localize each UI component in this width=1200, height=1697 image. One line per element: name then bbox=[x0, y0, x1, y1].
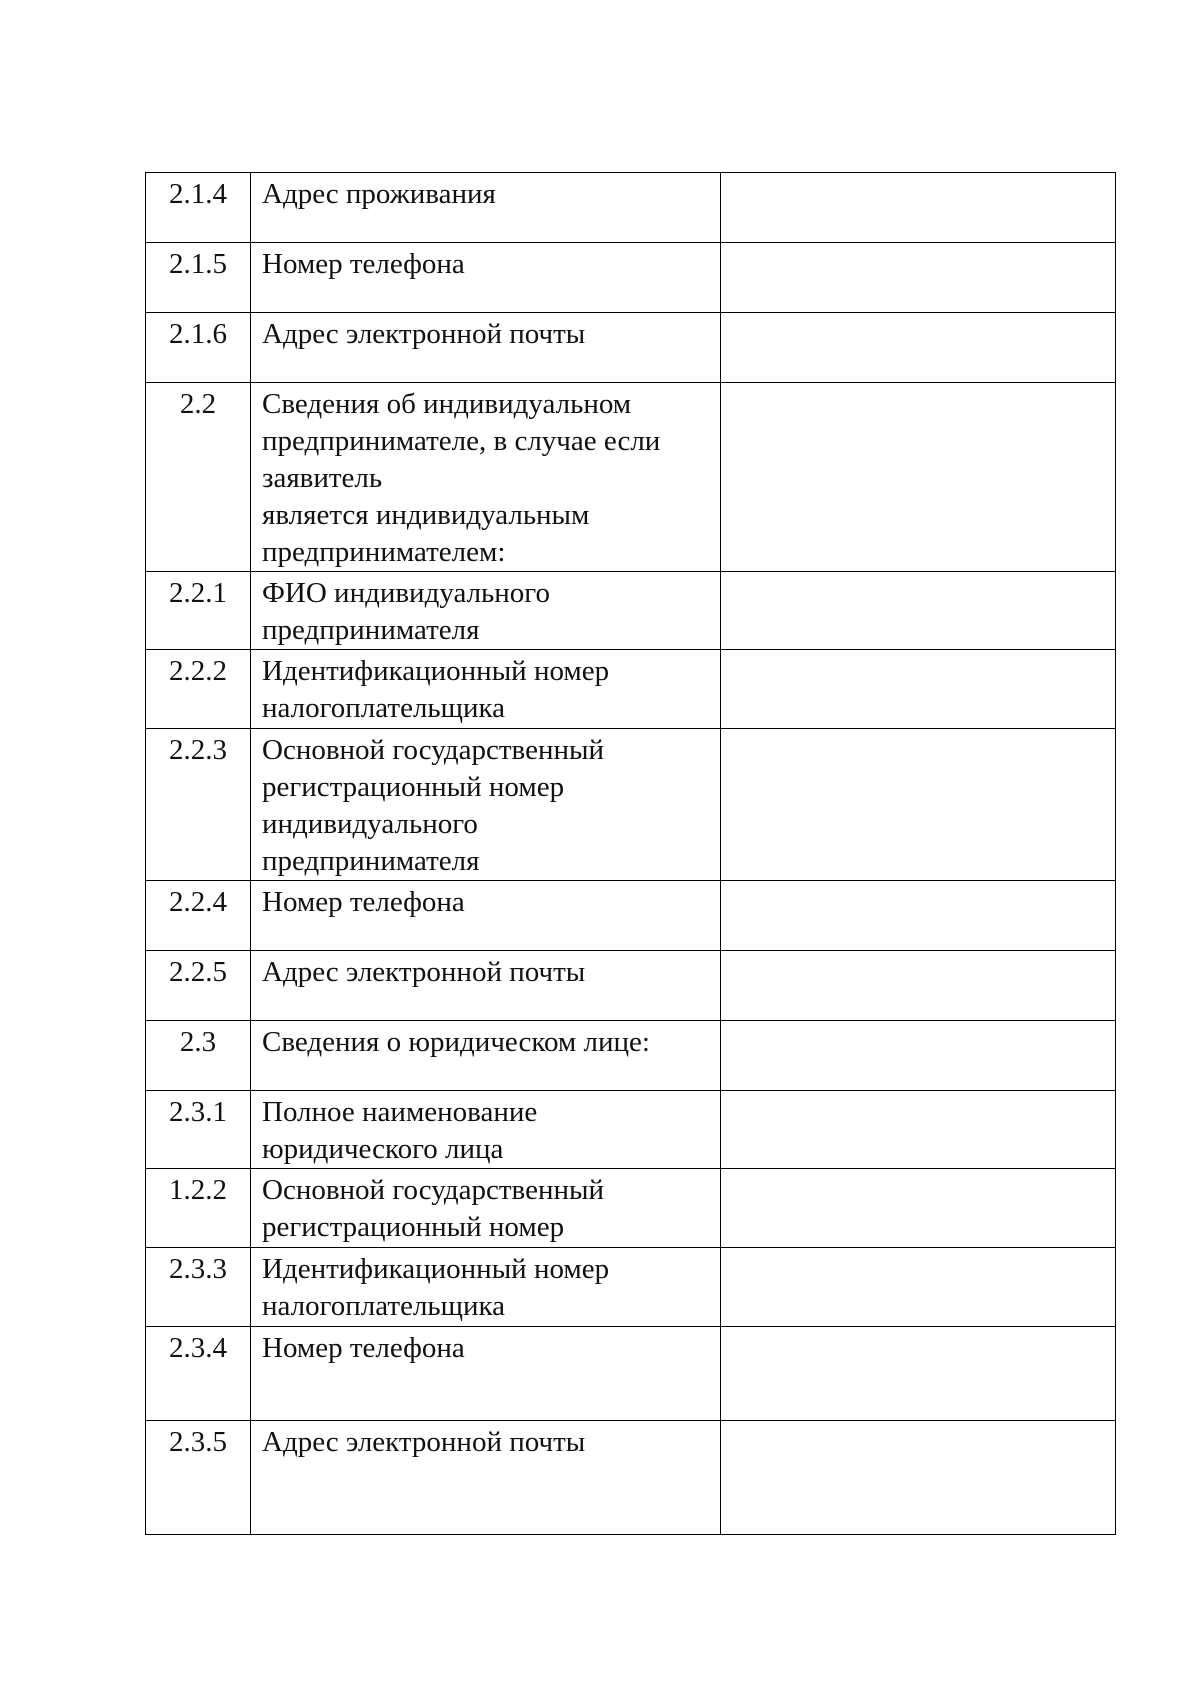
row-label: ФИО индивидуального предпринимателя bbox=[251, 572, 721, 650]
table-row bbox=[146, 243, 1116, 313]
row-number: 2.2.4 bbox=[146, 881, 251, 951]
row-number: 2.1.5 bbox=[146, 243, 251, 313]
table-row bbox=[146, 173, 1116, 243]
row-number: 2.3.1 bbox=[146, 1091, 251, 1169]
table-row bbox=[146, 1169, 1116, 1248]
row-value-cell[interactable] bbox=[721, 650, 1116, 729]
table-row bbox=[146, 1091, 1116, 1169]
row-label: Номер телефона bbox=[251, 243, 721, 313]
row-label: Адрес электронной почты bbox=[251, 313, 721, 383]
table-body bbox=[146, 173, 1116, 1535]
row-label: Номер телефона bbox=[251, 881, 721, 951]
row-label: Сведения об индивидуальном предпринимателе, в случае если заявитель является индивидуальным предпринимателем: bbox=[251, 383, 721, 572]
row-value-cell[interactable] bbox=[721, 1421, 1116, 1535]
table-row bbox=[146, 1421, 1116, 1535]
row-value-cell[interactable] bbox=[721, 572, 1116, 650]
row-label: Адрес электронной почты bbox=[251, 1421, 721, 1535]
row-label: Основной государственный регистрационный номер bbox=[251, 1169, 721, 1248]
table-row bbox=[146, 313, 1116, 383]
row-number: 1.2.2 bbox=[146, 1169, 251, 1248]
row-value-cell[interactable] bbox=[721, 1021, 1116, 1091]
row-number: 2.2.2 bbox=[146, 650, 251, 729]
row-label: Адрес электронной почты bbox=[251, 951, 721, 1021]
row-value-cell[interactable] bbox=[721, 313, 1116, 383]
row-value-cell[interactable] bbox=[721, 173, 1116, 243]
row-value-cell[interactable] bbox=[721, 243, 1116, 313]
row-number: 2.1.4 bbox=[146, 173, 251, 243]
row-value-cell[interactable] bbox=[721, 951, 1116, 1021]
row-number: 2.3.4 bbox=[146, 1327, 251, 1421]
table-row bbox=[146, 1021, 1116, 1091]
table-row bbox=[146, 951, 1116, 1021]
row-label: Адрес проживания bbox=[251, 173, 721, 243]
row-label: Идентификационный номер налогоплательщика bbox=[251, 1248, 721, 1327]
row-number: 2.2.5 bbox=[146, 951, 251, 1021]
table-row bbox=[146, 1327, 1116, 1421]
table-row bbox=[146, 1248, 1116, 1327]
row-value-cell[interactable] bbox=[721, 729, 1116, 881]
table-row bbox=[146, 572, 1116, 650]
row-label: Номер телефона bbox=[251, 1327, 721, 1421]
row-label: Полное наименование юридического лица bbox=[251, 1091, 721, 1169]
applicant-info-table bbox=[145, 172, 1116, 1535]
row-value-cell[interactable] bbox=[721, 383, 1116, 572]
row-number: 2.1.6 bbox=[146, 313, 251, 383]
row-value-cell[interactable] bbox=[721, 1248, 1116, 1327]
table-row bbox=[146, 729, 1116, 881]
row-number: 2.3.5 bbox=[146, 1421, 251, 1535]
row-value-cell[interactable] bbox=[721, 881, 1116, 951]
table-row bbox=[146, 383, 1116, 572]
row-number: 2.3.3 bbox=[146, 1248, 251, 1327]
row-label: Сведения о юридическом лице: bbox=[251, 1021, 721, 1091]
row-number: 2.2.1 bbox=[146, 572, 251, 650]
row-label: Основной государственный регистрационный номер индивидуального предпринимателя bbox=[251, 729, 721, 881]
row-number: 2.2.3 bbox=[146, 729, 251, 881]
row-value-cell[interactable] bbox=[721, 1327, 1116, 1421]
row-value-cell[interactable] bbox=[721, 1169, 1116, 1248]
row-value-cell[interactable] bbox=[721, 1091, 1116, 1169]
row-number: 2.2 bbox=[146, 383, 251, 572]
row-label: Идентификационный номер налогоплательщика bbox=[251, 650, 721, 729]
table-row bbox=[146, 650, 1116, 729]
table-row bbox=[146, 881, 1116, 951]
row-number: 2.3 bbox=[146, 1021, 251, 1091]
